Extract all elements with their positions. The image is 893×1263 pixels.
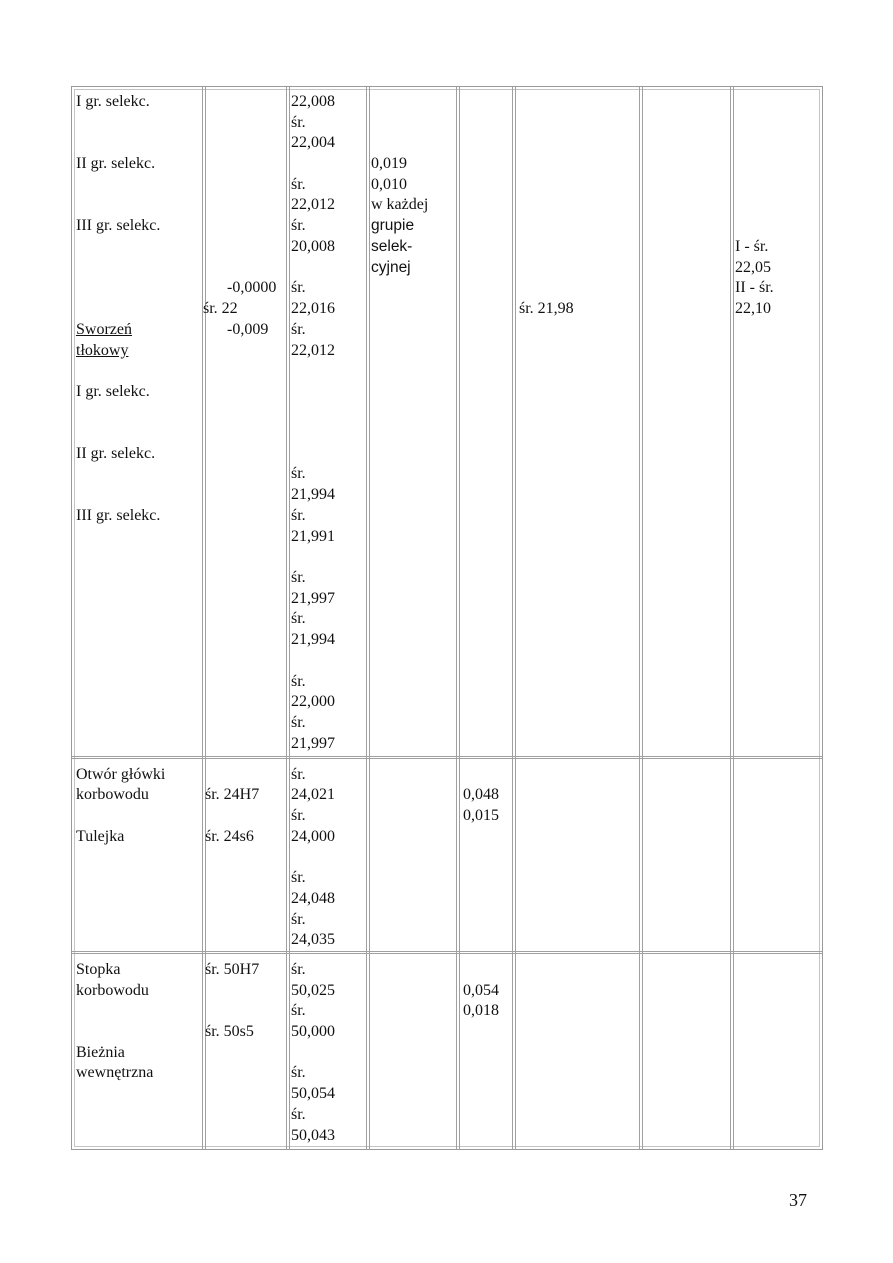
interference-value: 0,048 xyxy=(463,786,499,803)
column-divider xyxy=(289,87,290,1149)
dimension-value: 50,000 xyxy=(291,1023,335,1040)
dimension-value: 24,021 xyxy=(291,786,335,803)
clearance-note: grupie xyxy=(371,217,415,234)
dimension-value: śr. xyxy=(291,673,306,690)
dimension-value: śr. xyxy=(291,569,306,586)
dimension-value: 24,000 xyxy=(291,828,335,845)
dimension-value: śr. xyxy=(291,714,306,731)
row3-part-name: Bieżnia xyxy=(76,1044,125,1061)
dimension-value: 22,004 xyxy=(291,134,335,151)
row1-group-label-1: I gr. selekc. xyxy=(76,93,150,110)
dimension-value: śr. xyxy=(291,1002,306,1019)
column-divider xyxy=(205,87,206,1149)
dimension-value: 21,994 xyxy=(291,486,335,503)
row2-fit: śr. 24s6 xyxy=(205,828,254,845)
dimension-value: 50,054 xyxy=(291,1085,335,1102)
page-number: 37 xyxy=(789,1190,807,1210)
row3-part-name: korbowodu xyxy=(76,982,149,999)
row2-part-name: korbowodu xyxy=(76,786,149,803)
dimension-value: śr. xyxy=(291,279,306,296)
row3-part-name: Stopka xyxy=(76,961,121,978)
dimension-value: śr. xyxy=(291,610,306,627)
part-name-sworzen: Sworzeń xyxy=(76,321,132,338)
tolerance-nominal: śr. 22 xyxy=(203,300,238,317)
tolerance-lower: -0,009 xyxy=(227,321,269,338)
dimension-value: śr. xyxy=(291,217,306,234)
interference-value: 0,054 xyxy=(463,982,499,999)
dimension-value: 21,994 xyxy=(291,631,335,648)
column-divider xyxy=(286,87,287,1149)
dimension-value: śr. xyxy=(291,1106,306,1123)
row2-fit: śr. 24H7 xyxy=(205,786,260,803)
dimension-value: śr. xyxy=(291,961,306,978)
dimension-value: śr. xyxy=(291,911,306,928)
dimension-value: 24,048 xyxy=(291,890,335,907)
row1-group-label-3: III gr. selekc. xyxy=(76,217,161,234)
column-divider xyxy=(366,87,367,1149)
row-divider xyxy=(72,756,822,759)
column-divider xyxy=(456,87,457,1149)
pin-group-label-2: II gr. selekc. xyxy=(76,445,156,462)
row-divider xyxy=(72,951,822,954)
dimension-value: śr. xyxy=(291,465,306,482)
dimension-value: śr. xyxy=(291,321,306,338)
clearance-note: cyjnej xyxy=(371,259,411,276)
column-divider xyxy=(512,87,513,1149)
column-divider xyxy=(730,87,731,1149)
dimension-value: 50,043 xyxy=(291,1127,335,1144)
dimension-value: śr. xyxy=(291,1064,306,1081)
column-divider xyxy=(459,87,460,1149)
dimension-value: 22,008 xyxy=(291,93,335,110)
dimension-value: 22,012 xyxy=(291,196,335,213)
row3-fit: śr. 50s5 xyxy=(205,1023,254,1040)
column6-value: śr. 21,98 xyxy=(519,300,574,317)
dimension-value: śr. xyxy=(291,766,306,783)
column-divider xyxy=(202,87,203,1149)
row2-part-name: Otwór główki xyxy=(76,766,166,783)
column-divider xyxy=(733,87,734,1149)
dimension-value: 22,000 xyxy=(291,693,335,710)
tolerance-upper: -0,0000 xyxy=(227,279,277,296)
dimension-value: 21,997 xyxy=(291,590,335,607)
clearance-value: 0,019 xyxy=(371,155,407,172)
dimension-value: śr. xyxy=(291,507,306,524)
dimension-value: śr. xyxy=(291,176,306,193)
row3-part-name: wewnętrzna xyxy=(76,1064,154,1081)
dimension-value: 21,997 xyxy=(291,735,335,752)
dimension-value: 21,991 xyxy=(291,528,335,545)
pin-group-label-3: III gr. selekc. xyxy=(76,507,161,524)
dimension-value: 20,008 xyxy=(291,238,335,255)
column-divider xyxy=(642,87,643,1149)
column8-value: II - śr. xyxy=(735,279,774,296)
clearance-note: w każdej xyxy=(371,196,429,213)
part-name-tlokowy: tłokowy xyxy=(76,342,129,359)
dimension-value: 24,035 xyxy=(291,931,335,948)
row2-part-name: Tulejka xyxy=(76,828,125,845)
pin-group-label-1: I gr. selekc. xyxy=(76,383,150,400)
column-divider xyxy=(639,87,640,1149)
dimension-value: 22,016 xyxy=(291,300,335,317)
row1-group-label-2: II gr. selekc. xyxy=(76,155,156,172)
column8-value: 22,10 xyxy=(735,300,771,317)
interference-value: 0,015 xyxy=(463,807,499,824)
dimension-value: 50,025 xyxy=(291,982,335,999)
dimension-value: śr. xyxy=(291,869,306,886)
dimension-value: śr. xyxy=(291,807,306,824)
column8-value: 22,05 xyxy=(735,259,771,276)
dimension-value: śr. xyxy=(291,114,306,131)
column-divider xyxy=(515,87,516,1149)
specification-table xyxy=(71,86,823,1150)
row3-fit: śr. 50H7 xyxy=(205,961,260,978)
dimension-value: 22,012 xyxy=(291,342,335,359)
column8-value: I - śr. xyxy=(735,238,769,255)
clearance-value: 0,010 xyxy=(371,176,407,193)
interference-value: 0,018 xyxy=(463,1002,499,1019)
column-divider xyxy=(369,87,370,1149)
clearance-note: selek- xyxy=(371,238,413,255)
